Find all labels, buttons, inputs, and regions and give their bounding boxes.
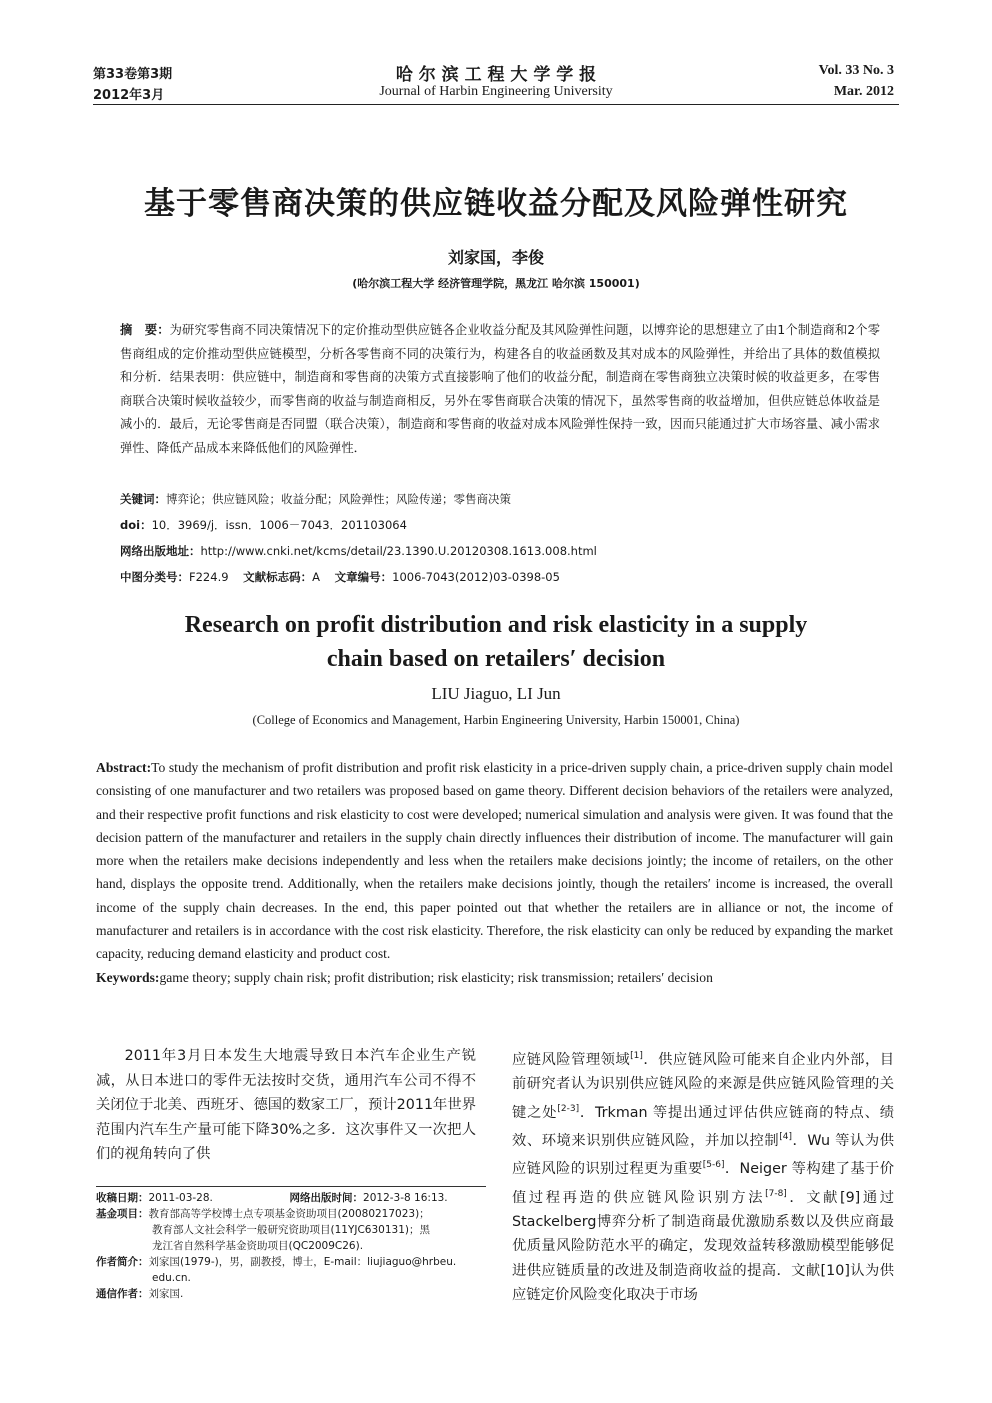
paper-title-cn: 基于零售商决策的供应链收益分配及风险弹性研究 xyxy=(144,186,848,222)
citation-ref[interactable]: [2-3] xyxy=(557,1103,580,1114)
received-line xyxy=(96,1190,486,1206)
online-url-line xyxy=(120,543,597,559)
published-date: 2012-3-8 16:13. xyxy=(363,1192,448,1204)
author-bio-line-2: edu.cn. xyxy=(152,1272,191,1284)
body-text-segment: ．文献[9]通过Stackelberg博弈分析了制造商最优激励系数以及供应商最优质量风险防范水平的确定，发现效益转移激励模型能够促进供应链质量的改进及制造商收益的提高．文献[10]认为供应链定价风险变化取决于市场 xyxy=(512,1189,894,1304)
abstract-en xyxy=(96,756,893,989)
doi-line xyxy=(120,517,407,533)
online-url-link[interactable]: http://www.cnki.net/kcms/detail/23.1390.U.20120308.1613.008.html xyxy=(200,544,597,558)
class-label: 中图分类号： xyxy=(120,570,189,584)
corresponding-name: 刘家国. xyxy=(148,1288,184,1300)
body-text-segment: ．供应链风险可能来自企业内外部，目前研究者认为识别供应链风险的来源是供应链风险管理的关键之处 xyxy=(512,1051,895,1121)
volume-issue: 第33卷第3期 xyxy=(93,67,173,82)
citation-ref[interactable]: [5-6] xyxy=(702,1160,725,1171)
affiliation-en: (College of Economics and Management, Harbin Engineering University, Harbin 150001, China) xyxy=(252,713,740,727)
body-text-segment: 应链风险管理领域 xyxy=(512,1051,631,1068)
doc-code-label: 文献标志码： xyxy=(243,570,313,584)
journal-name-cn: 哈 尔 滨 工 程 大 学 学 报 xyxy=(395,65,597,85)
authors-en: LIU Jiaguo, LI Jun xyxy=(431,684,561,703)
published-label: 网络出版时间： xyxy=(289,1192,364,1204)
citation-ref[interactable]: [7-8] xyxy=(765,1188,787,1199)
abstract-text-cn: 为研究零售商不同决策情况下的定价推动型供应链各企业收益分配及其风险弹性问题，以博弈论的思想建立了由1个制造商和2个零售商组成的定价推动型供应链模型，分析各零售商不同的决策行为，构建各自的收益函数及其对成本的风险弹性，并给出了具体的数值模拟和分析．结果表明：供应链中，制造商和零售商的决策方式直接影响了他们的收益分配，制造商在零售商独立决策时候的收益更多，在零售商联合决策时候收益较少，而零售商的收益与制造商相反，另外在零售商联合决策的情况下，虽然零售商的收益增加，但供应链总体收益是减小的．最后，无论零售商是否同盟（联合决策），制造商和零售商的收益对成本风险弹性保持一致，因而只能通过扩大市场容量、减小需求弹性、降低产品成本来降低他们的风险弹性． xyxy=(120,323,880,455)
body-left-column: 2011年3月日本发生大地震导致日本汽车企业生产锐减，从日本进口的零件无法按时交货，通用汽车公司不得不关闭位于北美、西班牙、德国的数家工厂，预计2011年世界范围内汽车生产量可能下降30%之多．这次事件又一次把人们的视角转向了供 xyxy=(96,1048,476,1162)
citation-ref[interactable]: [4] xyxy=(779,1132,792,1143)
doi-value[interactable]: 10．3969/j．issn．1006－7043．201103064 xyxy=(151,518,407,532)
fund-text-1: 教育部高等学校博士点专项基金资助项目(20080217023)； xyxy=(148,1208,430,1220)
header-rule xyxy=(93,104,899,105)
article-no-value: 1006-7043(2012)03-0398-05 xyxy=(392,570,560,584)
article-no-label: 文章编号： xyxy=(334,570,393,584)
keywords-label-en: Keywords: xyxy=(96,969,160,985)
issue-date-cn: 2012年3月 xyxy=(93,88,165,103)
classification-line xyxy=(120,569,560,585)
issue-date-en: Mar. 2012 xyxy=(833,84,894,99)
keywords-cn xyxy=(120,491,511,507)
abstract-cn xyxy=(120,318,880,460)
body-right-column xyxy=(512,1044,894,1308)
journal-name-en: Journal of Harbin Engineering University xyxy=(379,84,613,99)
body-text-segment: ．Neiger 等构建了基于价值过程再造的供应链风险识别方法 xyxy=(512,1161,894,1206)
volume-issue-en: Vol. 33 No. 3 xyxy=(818,63,894,78)
doc-code-value: A xyxy=(312,570,321,584)
fund-line-2: 教育部人文社会科学一般研究资助项目(11YJC630131)；黑 xyxy=(152,1224,430,1236)
abstract-label-en: Abstract: xyxy=(96,760,152,775)
footnote-rule xyxy=(96,1186,486,1187)
affiliation-cn: (哈尔滨工程大学 经济管理学院，黑龙江 哈尔滨 150001) xyxy=(352,277,640,290)
doi-label: doi： xyxy=(120,518,152,532)
fund-line xyxy=(96,1206,486,1222)
citation-ref[interactable]: [1] xyxy=(630,1051,643,1061)
body-text-segment: ．Trkman 等提出通过评估供应链商的特点、绩效、环境来识别供应链风险，并加以控制 xyxy=(512,1104,894,1149)
abstract-text-en: To study the mechanism of profit distribution and profit risk elasticity in a price-driven supply chain, a price-driven supply chain model consisting of one manufacturer and two retailers was proposed based on game theory. Different decision behaviors of the retailers were analyzed, and their respective profit functions and risk elasticity to cost were developed; numerical simulation and analysis were given. It was found that the decision pattern of the manufacturer and retailers in the supply chain directly influences their distribution of income. The manufacturer will gain more when the retailers make decisions independently and less when the retailers make decisions jointly; the income of retailers, on the other hand, displays the opposite trend. Additionally, when the retailers make decisions jointly, though the retailers′ income is increased, the overall income of the supply chain decreases. In the end, this paper pointed out that whether the retailers are in alliance or not, the income of manufacturer and retailers is in accordance with the cost risk elasticity. Therefore, the risk elasticity can only be reduced by expanding the market capacity, reducing demand elasticity and product cost. xyxy=(96,760,893,962)
keywords-label-cn: 关键词： xyxy=(120,492,166,506)
class-value: F224.9 xyxy=(189,570,229,584)
authors-cn: 刘家国，李俊 xyxy=(447,248,544,267)
author-bio-text: 刘家国(1979-)，男，副教授，博士，E-mail：liujiaguo@hrbeu. xyxy=(148,1256,457,1268)
author-bio-label: 作者简介： xyxy=(96,1256,149,1268)
footnotes xyxy=(96,1190,486,1302)
paper-title-en-line1: Research on profit distribution and risk elasticity in a supply xyxy=(184,612,808,638)
author-bio-line xyxy=(96,1254,486,1270)
online-url-label: 网络出版地址： xyxy=(120,544,201,558)
abstract-label-cn: 摘 要： xyxy=(120,322,170,337)
corresponding-author-line xyxy=(96,1286,486,1302)
body-text-segment: ．Wu 等认为供应链风险的识别过程更为重要 xyxy=(512,1132,894,1178)
corresponding-label: 通信作者： xyxy=(96,1288,149,1300)
fund-line-3: 龙江省自然科学基金资助项目(QC2009C26). xyxy=(152,1240,364,1252)
received-date: 2011-03-28. xyxy=(148,1192,213,1204)
keywords-text-cn: 博弈论；供应链风险；收益分配；风险弹性；风险传递；零售商决策 xyxy=(166,492,511,506)
paper-title-en-line2: chain based on retailers′ decision xyxy=(326,646,666,672)
received-label: 收稿日期： xyxy=(96,1192,149,1204)
fund-label: 基金项目： xyxy=(96,1208,149,1220)
keywords-text-en: game theory; supply chain risk; profit distribution; risk elasticity; risk transmission; retailers′ decision xyxy=(159,969,713,985)
